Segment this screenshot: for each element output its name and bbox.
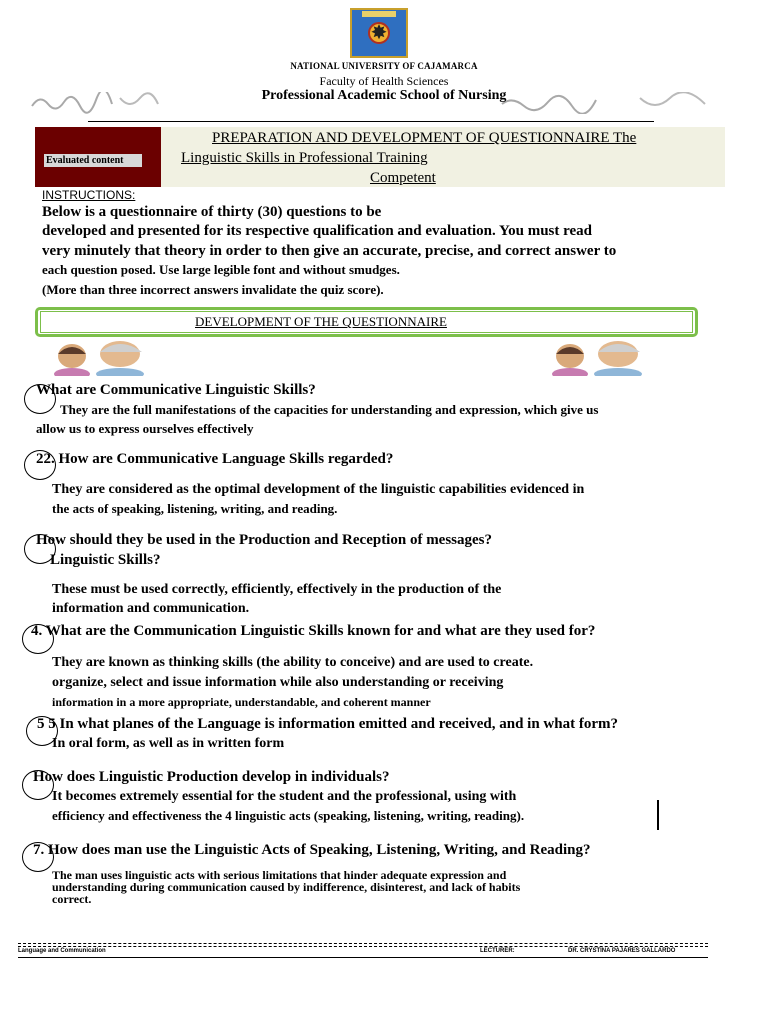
answer-6-line2: efficiency and effectiveness the 4 linguistic acts (speaking, listening, writing, reading). xyxy=(52,808,525,823)
answer-2-line2: the acts of speaking, listening, writing, and reading. xyxy=(52,501,338,516)
scribble-decoration-left xyxy=(30,92,160,114)
evaluated-content-badge: Evaluated content xyxy=(44,154,142,167)
banner-title-line2: Linguistic Skills in Professional Training xyxy=(181,150,428,166)
footer-divider xyxy=(18,946,708,947)
banner-title-line3: Competent xyxy=(370,170,436,186)
answer-5-line1: In oral form, as well as in written form xyxy=(52,736,285,751)
instructions-label: INSTRUCTIONS: xyxy=(42,188,136,202)
answer-3-line2: information and communication. xyxy=(52,601,250,616)
question-3-line2: Linguistic Skills? xyxy=(50,552,161,568)
footer-divider xyxy=(18,957,708,958)
answer-3-line1: These must be used correctly, efficiently, effectively in the production of the xyxy=(52,582,502,597)
instructions-line5: (More than three incorrect answers invalidate the quiz score). xyxy=(42,282,384,297)
people-illustration-left xyxy=(50,340,160,376)
answer-4-line3: information in a more appropriate, understandable, and coherent manner xyxy=(52,695,431,709)
footer-lecturer-name: DR. CRYSTINA PAJARES GALLARDO xyxy=(568,948,676,954)
banner-title-line1: PREPARATION AND DEVELOPMENT OF QUESTIONNAIRE The xyxy=(212,130,637,146)
question-4: 4. What are the Communication Linguistic Skills known for and what are they used for? xyxy=(31,623,596,639)
answer-2-line1: They are considered as the optimal development of the linguistic capabilities evidenced in xyxy=(52,482,585,497)
answer-1-line2: allow us to express ourselves effectively xyxy=(36,421,254,436)
footer-divider xyxy=(18,943,708,944)
answer-4-line2: organize, select and issue information while also understanding or receiving xyxy=(52,675,504,690)
instructions-line4: each question posed. Use large legible font and without smudges. xyxy=(42,262,400,277)
question-7: 7. How does man use the Linguistic Acts of Speaking, Listening, Writing, and Reading? xyxy=(33,842,591,858)
answer-1-line1: They are the full manifestations of the capacities for understanding and expression, which give us xyxy=(60,402,599,417)
footer-course: Language and Communication xyxy=(18,948,106,954)
answer-7-line2: understanding during communication caused by indifference, disinterest, and lack of habits xyxy=(52,880,521,894)
faculty-name: Faculty of Health Sciences xyxy=(319,74,449,88)
development-title: DEVELOPMENT OF THE QUESTIONNAIRE xyxy=(195,314,447,329)
answer-4-line1: They are known as thinking skills (the ability to conceive) and are used to create. xyxy=(52,655,534,670)
answer-7-line3: correct. xyxy=(52,892,92,906)
instructions-line3: very minutely that theory in order to then give an accurate, precise, and correct answer to xyxy=(42,243,617,259)
school-name: Professional Academic School of Nursing xyxy=(261,88,507,103)
university-name: NATIONAL UNIVERSITY OF CAJAMARCA xyxy=(290,61,478,71)
question-6: How does Linguistic Production develop in individuals? xyxy=(33,769,390,785)
question-3: How should they be used in the Production and Reception of messages? xyxy=(36,532,493,548)
university-logo: ✸ xyxy=(350,8,408,58)
scribble-decoration-right xyxy=(500,92,710,114)
question-1: What are Communicative Linguistic Skills? xyxy=(36,382,316,398)
footer-lecturer-label: LECTURER: xyxy=(480,948,515,954)
instructions-line2: developed and presented for its respective qualification and evaluation. You must read xyxy=(42,223,593,239)
answer-7-line1: The man uses linguistic acts with serious limitations that hinder adequate expression and xyxy=(52,868,507,882)
answer-6-line1: It becomes extremely essential for the student and the professional, using with xyxy=(52,789,517,804)
question-5: 5 5 In what planes of the Language is information emitted and received, and in what form? xyxy=(37,716,618,732)
vertical-mark xyxy=(657,800,659,830)
people-illustration-right xyxy=(548,340,658,376)
question-2: 22. How are Communicative Language Skills regarded? xyxy=(36,451,394,467)
instructions-line1: Below is a questionnaire of thirty (30) questions to be xyxy=(42,204,382,220)
header-divider xyxy=(88,121,654,122)
